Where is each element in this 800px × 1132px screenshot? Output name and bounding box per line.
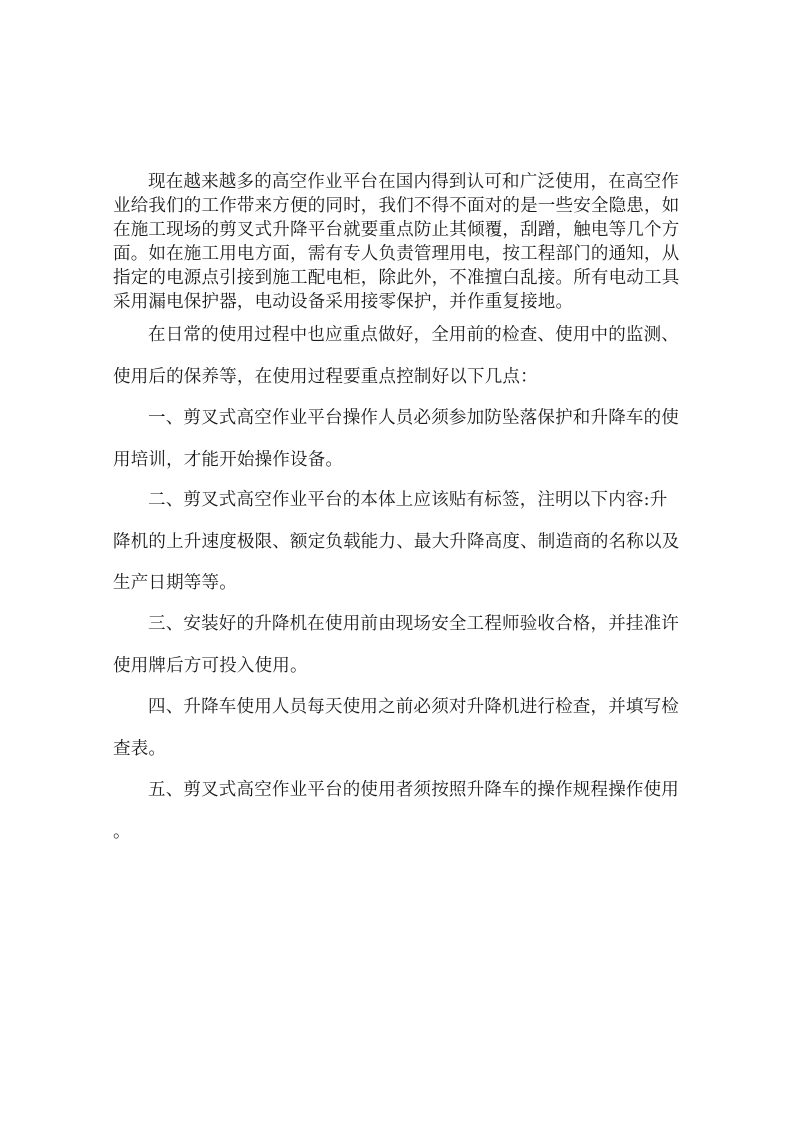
text-line: 二、剪叉式高空作业平台的本体上应该贴有标签，注明以下内容:升 [148, 490, 668, 510]
text-line: 使用后的保养等，在使用过程要重点控制好以下几点： [113, 367, 538, 387]
text-line: 业给我们的工作带来方便的同时，我们不得不面对的是一些安全隐患，如 [113, 196, 680, 216]
text-line: 降机的上升速度极限、额定负载能力、最大升降高度、制造商的名称以及 [113, 532, 680, 552]
text-line: 面。如在施工用电方面，需有专人负责管理用电，按工程部门的通知，从 [113, 244, 680, 264]
text-line: 使用牌后方可投入使用。 [113, 656, 308, 676]
text-line: 。 [113, 822, 131, 842]
text-line: 三、安装好的升降机在使用前由现场安全工程师验收合格，并挂准许 [148, 614, 679, 634]
text-line: 采用漏电保护器，电动设备采用接零保护，并作重复接地。 [113, 292, 574, 312]
text-line: 四、升降车使用人员每天使用之前必须对升降机进行检查，并填写检 [148, 697, 679, 717]
text-line: 在日常的使用过程中也应重点做好，全用前的检查、使用中的监测、 [148, 325, 679, 345]
text-line: 现在越来越多的高空作业平台在国内得到认可和广泛使用，在高空作 [148, 172, 679, 192]
text-line: 查表。 [113, 739, 167, 759]
text-line: 用培训，才能开始操作设备。 [113, 450, 344, 470]
text-line: 指定的电源点引接到施工配电柜，除此外，不准擅白乱接。所有电动工具 [113, 268, 680, 288]
text-line: 在施工现场的剪叉式升降平台就要重点防止其倾覆，刮蹭，触电等几个方 [113, 220, 680, 240]
text-line: 五、剪叉式高空作业平台的使用者须按照升降车的操作规程操作使用 [148, 780, 679, 800]
text-line: 生产日期等等。 [113, 573, 237, 593]
text-line: 一、剪叉式高空作业平台操作人员必须参加防坠落保护和升降车的使 [148, 408, 679, 428]
